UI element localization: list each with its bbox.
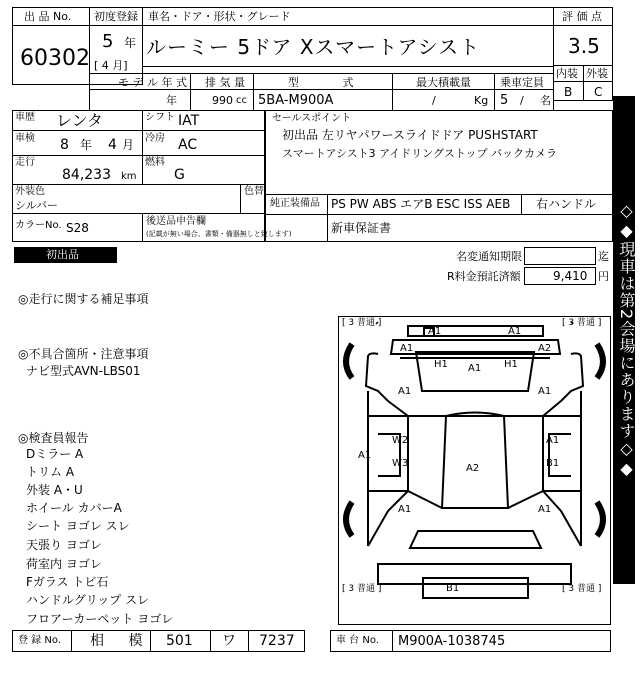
shift-label: シフト: [145, 112, 175, 123]
defects-line: ナビ型式AVN-LBS01: [26, 364, 141, 378]
mark-headlight-l: H1: [434, 359, 448, 370]
car-diagram: [338, 316, 611, 625]
exterior-score: C: [594, 85, 603, 99]
registration-label: 登 録 No.: [18, 635, 61, 646]
history-value: レンタ: [56, 111, 103, 130]
inspection-month: 4: [108, 137, 117, 153]
corner-br: [ 3 普通 ]: [562, 584, 602, 594]
defects-title: ◎不具合箇所・注意事項: [18, 347, 149, 361]
exterior-label: 外装: [586, 67, 608, 80]
venue-notice-banner: ◇◆現車は第2会場にあります◇◆: [613, 96, 635, 584]
inspection-label: 車検: [15, 133, 35, 144]
max-load-slash: /: [432, 94, 436, 107]
first-listing-badge-text: 初出品: [46, 248, 79, 261]
inspector-item: トリム A: [26, 465, 75, 479]
mileage-value: 84,233: [62, 167, 111, 183]
inspector-title: ◎検査員報告: [18, 431, 89, 445]
capacity-value: 5: [500, 93, 509, 108]
warranty-doc: 新車保証書: [331, 221, 392, 235]
displacement-unit: cc: [236, 95, 247, 106]
lot-label: 出 品 No.: [24, 10, 72, 23]
score-label: 評 価 点: [562, 10, 602, 23]
mark-rear-door-l: W3: [392, 458, 409, 469]
mark-quarter-r: A1: [538, 504, 552, 515]
inspection-year: 8: [60, 137, 69, 153]
car-name: ルーミー 5ドア Xスマートアシスト: [146, 35, 481, 59]
mark-rear-door-r: B1: [546, 458, 560, 469]
interior-label: 内装: [556, 67, 578, 80]
overall-score: 3.5: [568, 34, 600, 58]
corner-tl: [ 3 普通 ]: [342, 318, 382, 328]
inspector-item: ハンドルグリップ スレ: [26, 593, 150, 607]
mark-door-l-outer: A1: [358, 450, 372, 461]
max-load-label: 最大積載量: [416, 76, 471, 89]
mark-roof: A2: [466, 463, 480, 474]
mileage-label: 走行: [15, 157, 35, 168]
registration-area: 相 模: [90, 633, 153, 649]
max-load-unit: Kg: [474, 94, 489, 107]
inspector-item: 天張り ヨゴレ: [26, 538, 102, 552]
corner-tr: [ 3 普通 ]: [562, 318, 602, 328]
mark-fender-l: A1: [398, 386, 412, 397]
registration-number: 7237: [259, 633, 295, 649]
name-change-unit: 迄: [598, 250, 609, 263]
registration-kana: ワ: [222, 633, 236, 649]
exterior-color-value: シルバー: [15, 199, 58, 212]
inspection-month-unit: 月: [122, 138, 135, 152]
type-label: 型 式: [288, 76, 374, 89]
chassis-label: 車 台 No.: [336, 635, 379, 646]
inspector-item: 外装 A・U: [26, 483, 83, 497]
ac-label: 冷房: [145, 133, 165, 144]
recycle-label: R料金預託済額: [447, 270, 521, 283]
sales-points-line-2: スマートアシスト3 アイドリングストップ バックカメラ: [282, 147, 558, 160]
color-no-label: カラーNo.: [15, 220, 62, 231]
model-year-unit: 年: [166, 94, 177, 107]
aftermarket-note: (記載が無い場合、書類・備器無しと致します): [146, 230, 292, 238]
fuel-value: G: [174, 167, 185, 183]
car-name-label: 車名・ドア・形状・グレード: [148, 10, 291, 23]
ac-value: AC: [178, 137, 198, 153]
inspector-item: Fガラス トビ石: [26, 575, 109, 589]
chassis-number: M900A-1038745: [398, 634, 506, 649]
mark-rear-bumper: B1: [446, 583, 460, 594]
capacity-slash: /: [520, 94, 524, 107]
capacity-unit: 名: [540, 94, 551, 107]
mark-quarter-l: A1: [398, 504, 412, 515]
history-label: 車歴: [15, 112, 35, 123]
shift-value: IAT: [178, 113, 200, 129]
mark-headlight-r: H1: [504, 359, 518, 370]
steering-side: 右ハンドル: [536, 197, 597, 211]
registration-class: 501: [166, 633, 193, 649]
interior-score: B: [564, 85, 573, 99]
corner-bl: [ 3 普通 ]: [342, 584, 382, 594]
first-reg-label: 初度登録: [94, 10, 138, 23]
inspector-item: Dミラー A: [26, 447, 84, 461]
first-reg-month: [ 4 月]: [94, 59, 128, 72]
inspector-item: 荷室内 ヨゴレ: [26, 557, 102, 571]
first-reg-year: 5: [102, 31, 114, 52]
inspector-item: ホイール カバーA: [26, 501, 122, 515]
mark-hood: A1: [468, 363, 482, 374]
fuel-label: 燃料: [145, 157, 165, 168]
color-code-label: 色替: [244, 186, 264, 197]
name-change-label: 名変通知期限: [456, 250, 522, 263]
recycle-value: 9,410: [553, 269, 588, 283]
exterior-color-label: 外装色: [15, 186, 45, 197]
recycle-unit: 円: [598, 270, 609, 283]
capacity-label: 乗車定員: [500, 76, 544, 89]
mark-front-bumper-l: A1: [428, 326, 442, 337]
mark-grille-l: A1: [400, 343, 414, 354]
sales-points-line-1: 初出品 左リヤパワースライドドア PUSHSTART: [282, 128, 538, 142]
type-value: 5BA-M900A: [258, 93, 334, 108]
color-no-value: S28: [66, 221, 89, 235]
driving-notes-title: ◎走行に関する補足事項: [18, 292, 149, 306]
first-reg-year-unit: 年: [124, 36, 137, 50]
lot-number: 60302: [20, 46, 90, 71]
displacement-value: 990: [212, 94, 233, 107]
aftermarket-label: 後送品申告欄: [146, 216, 206, 227]
sales-points-label: セールスポイント: [272, 113, 352, 124]
equipment-value: PS PW ABS エアB ESC ISS AEB: [331, 197, 511, 211]
inspection-year-unit: 年: [80, 138, 93, 152]
equipment-label: 純正装備品: [270, 198, 320, 209]
mark-grille-r: A2: [538, 343, 552, 354]
name-change-box: [524, 247, 596, 265]
displacement-label: 排 気 量: [205, 76, 245, 89]
mark-front-door-r: A1: [546, 435, 560, 446]
mark-fender-r: A1: [538, 386, 552, 397]
mark-front-bumper-r: A1: [508, 326, 522, 337]
inspector-item: シート ヨゴレ スレ: [26, 519, 130, 533]
model-year-label: モ デ ル 年 式: [118, 76, 187, 89]
inspector-item: フロアーカーペット ヨゴレ: [26, 612, 174, 626]
mark-front-door-l: W2: [392, 435, 409, 446]
mileage-unit: km: [121, 171, 137, 182]
